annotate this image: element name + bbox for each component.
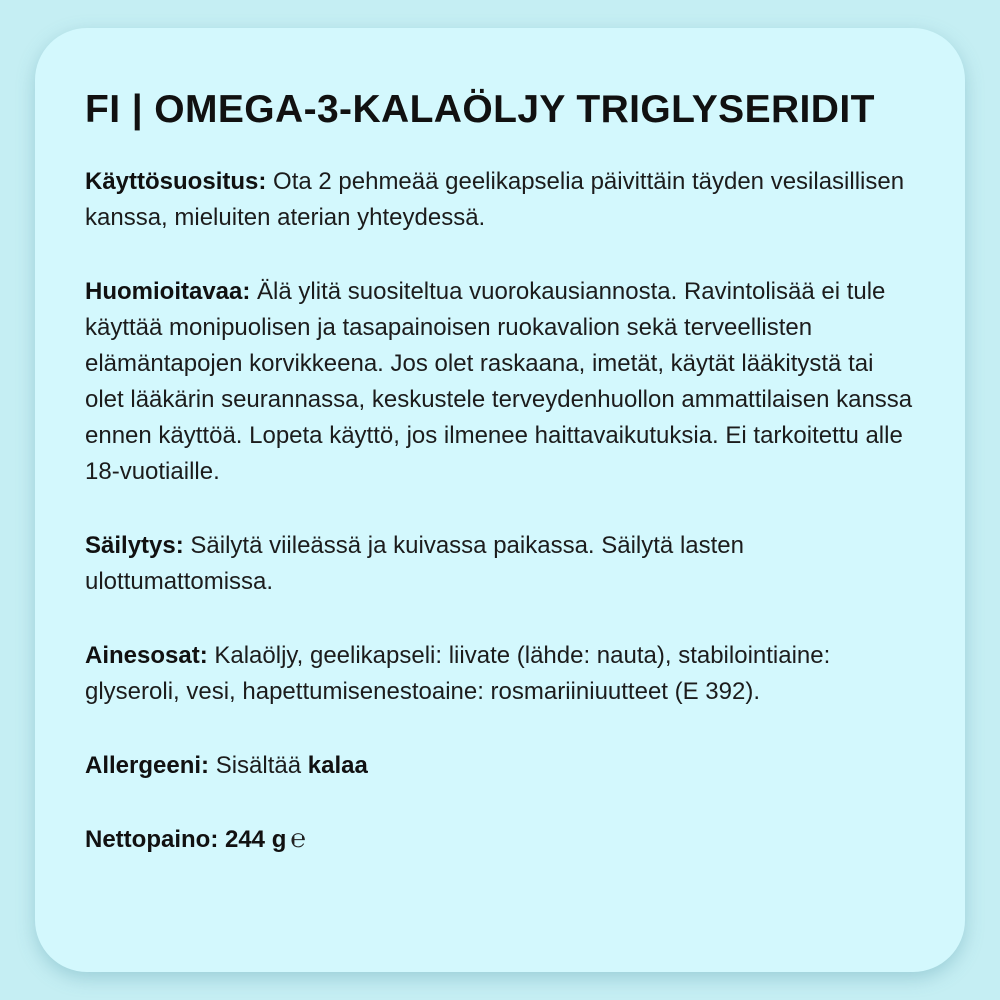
ingredients-text: Kalaöljy, geelikapseli: liivate (lähde: nauta), stabilointiaine: glyseroli, vesi, hapettumisenestoaine: rosmariiniuutteet (E 392).: [85, 642, 831, 705]
storage-section: [85, 528, 915, 600]
storage-text: Säilytä viileässä ja kuivassa paikassa. Säilytä lasten ulottumattomissa.: [85, 532, 744, 595]
warnings-text: Älä ylitä suositeltua vuorokausiannosta. Ravintolisää ei tule käyttää monipuolisen ja tasapainoisen ruokavalion sekä terveellisten elämäntapojen korvikkeena. Jos olet raskaana, imetät, käytät lääkitystä tai olet lääkärin seurannassa, keskustele terveydenhuollon ammattilaisen kanssa ennen käyttöä. Lopeta käyttö, jos ilmenee haittavaikutuksia. Ei tarkoitettu alle 18-vuotiaille.: [85, 278, 913, 485]
usage-section: [85, 164, 915, 236]
allergen-label: Allergeeni:: [85, 752, 210, 779]
allergen-highlight: kalaa: [307, 752, 368, 779]
net-weight-label: Nettopaino: 244 g: [85, 826, 287, 853]
warnings-section: [85, 274, 915, 490]
usage-label: Käyttösuositus:: [85, 168, 267, 195]
net-weight-section: [85, 822, 915, 858]
label-card: [35, 28, 965, 972]
storage-label: Säilytys:: [85, 532, 184, 559]
estimated-sign-icon: ℮: [290, 824, 306, 854]
usage-text: Ota 2 pehmeää geelikapselia päivittäin täyden vesilasillisen kanssa, mieluiten aterian yhteydessä.: [85, 168, 905, 231]
ingredients-label: Ainesosat:: [85, 642, 208, 669]
allergen-section: [85, 748, 915, 784]
warnings-label: Huomioitavaa:: [85, 278, 251, 305]
ingredients-section: [85, 638, 915, 710]
page-title: FI | OMEGA-3-KALAÖLJY TRIGLYSERIDIT: [85, 88, 875, 131]
allergen-text: Sisältää: [209, 752, 308, 779]
